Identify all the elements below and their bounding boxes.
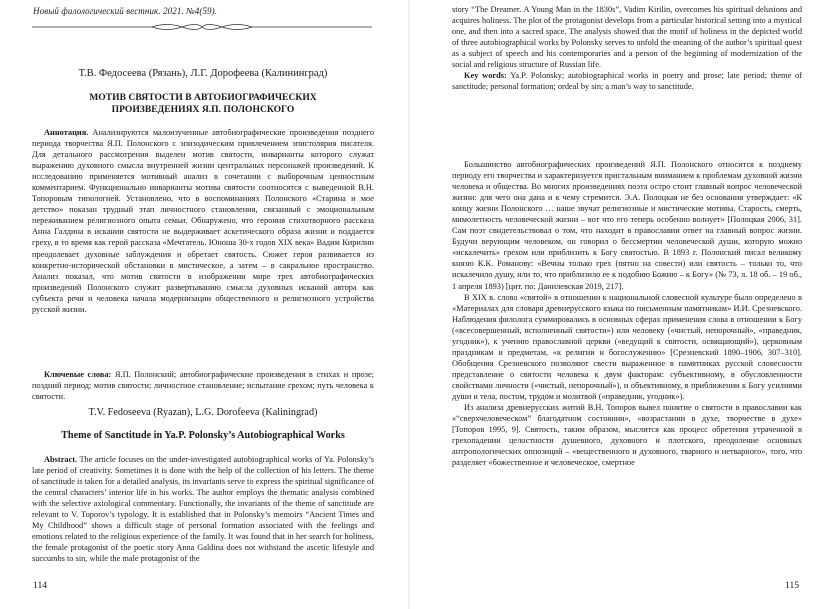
keywords-en-text: Ya.P. Polonsky; autobiographical works in poetry and prose; late period; theme of sanctitude; personal formation; ordeal by sin; a man’s way to sanctitude.: [452, 71, 802, 92]
title-ru-line1: МОТИВ СВЯТОСТИ В АВТОБИОГРАФИЧЕСКИХ: [89, 92, 317, 103]
running-header: Новый филологический вестник. 2021. №4(59).: [33, 6, 218, 16]
authors-en: T.V. Fedoseeva (Ryazan), L.G. Dorofeeva (Kaliningrad): [88, 407, 318, 418]
abstract-en-continued: [452, 4, 802, 92]
article-body: [452, 159, 802, 468]
authors-ru: Т.В. Федосеева (Рязань), Л.Г. Дорофеева (Калининград): [78, 68, 328, 79]
keywords-ru-text: Я.П. Полонский; автобиографические произведения в стихах и прозе; поздний период; мотив святости; личностное становление; испытание грехом; путь человека к святости.: [32, 370, 374, 402]
keywords-en-label: Key words:: [464, 71, 507, 81]
page-number-right: 115: [785, 580, 800, 591]
abstract-ru-text: Анализируются малоизученные автобиографические произведения позднего периода творчества Я.П. Полонского с эпизодическим привлечением эпистолярия писателя. Для детального рассмотрения выделен мотив святости, инварианты которого служат выражению духовного смысла внутренней жизни центральных персонажей произведений. К исследованию применяется мотивный анализ в сочетании с выборочным ценностным комментарием. Функционально инварианты мотива святости соотносятся с выведенной В.Н. Топоровым типологией. Установлено, что в воспоминаниях Полонского «Старина и мое детство» показан трудный этап личностного становления, связанный с эмоциональным переживанием религиозного опыта семьи. Обнаружено, что героиня стихотворного рассказа Анна Галдина в искании святости не выдерживает аскетического образа жизни и поддается греху, в то время как герой рассказа «Мечтатель. Юноша 30-х годов XIX века» Вадим Кирилин преодолевает духовные заблуждения и обретает святость. Сюжет героя развивается из конкретно-исторической обстановки в мистическое, а затем – в сакральное пространство. Анализ показал, что мотив святости в изображении мире трех автобиографических произведений Полонского служит развертыванию смысла духовных исканий автора как субъекта речи и человека начала модернизации общественного и религиозного устройства русской жизни.: [32, 128, 374, 314]
article-title-en: Theme of Sanctitude in Ya.P. Polonsky’s Autobiographical Works: [61, 430, 345, 441]
body-paragraph-3: Из анализа древнерусских житий В.Н. Топоров вывел понятие о святости в православии как «“сверхчеловеческом” благодатном состоянии», «возрастании в духе, творчестве в духе» [Топоров 1995, 9]. Святость, таким образом, мыслится как процесс обретения утраченной в грехопадении целостности душевного, духовного и плотского, преодоление основных антропологических оппозиций – «вещественного и духовного, тварного и нетварного», того, что разделяет «божественное и человеческое, смертное: [452, 403, 802, 468]
abstract-en-label: Abstract.: [44, 455, 78, 464]
body-paragraph-2: В XIX в. слово «святой» в отношении к национальной словесной культуре было определено в «Материалах для словаря древнерусского языка по письменным памятникам» И.И. Срезневского. Наблюдения филолога суммировались в основных сферах применения слова в отношении к Богу («всесовершенный, исполненный святости») или человеку («чистый, непорочный», «праведник, угодник»), к учению православной церкви («ведущий к святости, освящающий»), церковным праздникам и предметам, «к религии и богослужению» [Срезневский 1890–1906, 307–310]. Обобщения Срезневского позволяют свести выраженное в памятниках русской словесности представление о святости человека к двум факторам: субъективному, в обусловленности свойствами личности («чистый, непорочный»), и объективному, в приближении к Богу усилиями души и тела, постом, трудом и молитвой («праведник, угодник»).: [452, 292, 802, 401]
article-title-ru: [32, 92, 374, 117]
right-page: [420, 0, 820, 609]
body-paragraph-1: Большинство автобиографических произведений Я.П. Полонского относится к позднему периоду его творчества и характеризуется пристальным вниманием к проблемам духовной жизни человека и общества. Во многих произведениях поэта остро стоит главный вопрос человеческой жизни: для чего она дана и к чему стремится. Э.А. Полоцкая не без основания утверждает: «К концу жизни Полонского … наше звучат религиозные и мистические мотивы. Старость, смерть, мимолетность человеческой жизни – вот что его теперь особенно волнует» [Полоцкая 2006, 31]. Сам поэт свидетельствовал о том, что находит в православии ответ на главный вопрос жизни. Будучи верующим человеком, он говорил о бессмертии человеческой души, которую можно «искалечить» грехом или приблизить к Богу святостью. В 1893 г. Полонский писал великому князю К.К. Романову: «Вечны только грех (пятно на совести) или святость – только то, что искалечило душу, или то, что приблизило ее к подобию Божию – к Богу» (№ 73, л. 18 об. – 19 об., 1 апреля 1893) [цит. по: Данилевская 2019, 217].: [452, 160, 802, 291]
left-page: [0, 0, 400, 609]
page-number-left: 114: [33, 580, 48, 591]
gutter: [408, 0, 410, 609]
keywords-ru: [32, 369, 374, 402]
abstract-en-cont-text: story “The Dreamer. A Young Man in the 1830s”, Vadim Kirilin, overcomes his spiritual delusions and acquires holiness. The plot of the protagonist develops from a particular historical setting into a mystical one, and then into a sacred space. The analysis showed that the motif of holiness in the depicted world of three autobiographical works by Polonsky serves to unfold the meaning of the author’s spiritual quest as a subject of speech and his contemporaries and a person of the beginning of modernization of the social and religious structure of Russian life.: [452, 5, 802, 70]
abstract-en-text: The article focuses on the under-investigated autobiographical works of Ya. Polonsky’s late period of creativity. Sometimes it is done with the help of the collection of his letters. The theme of sanctitude is taken for a detailed analysis, its invariants serve to express the spiritual significance of the central characters’ interior life in his works. The author employs the thematic analysis combined with the selective axiological commentary. Functionally, the invariants of the theme of sanctitude are relevant to V. Toporov’s typology. It is established that in Polonsky’s memoirs “Ancient Times and My Childhood” shows a difficult stage of personal formation associated with the feelings and emotions related to the religious experience of the family. It was found that in her search for holiness, the female protagonist of the poetic story Anna Galdina does not withstand the ascetic lifestyle and succumbs to sin, while the male protagonist of the: [32, 455, 374, 564]
abstract-ru: [32, 127, 374, 315]
ornament-divider: [32, 22, 372, 32]
abstract-en: [32, 454, 374, 564]
abstract-ru-label: Аннотация.: [44, 128, 89, 137]
keywords-ru-label: Ключевые слова:: [44, 370, 112, 379]
title-ru-line2: ПРОИЗВЕДЕНИЯХ Я.П. ПОЛОНСКОГО: [111, 104, 295, 116]
